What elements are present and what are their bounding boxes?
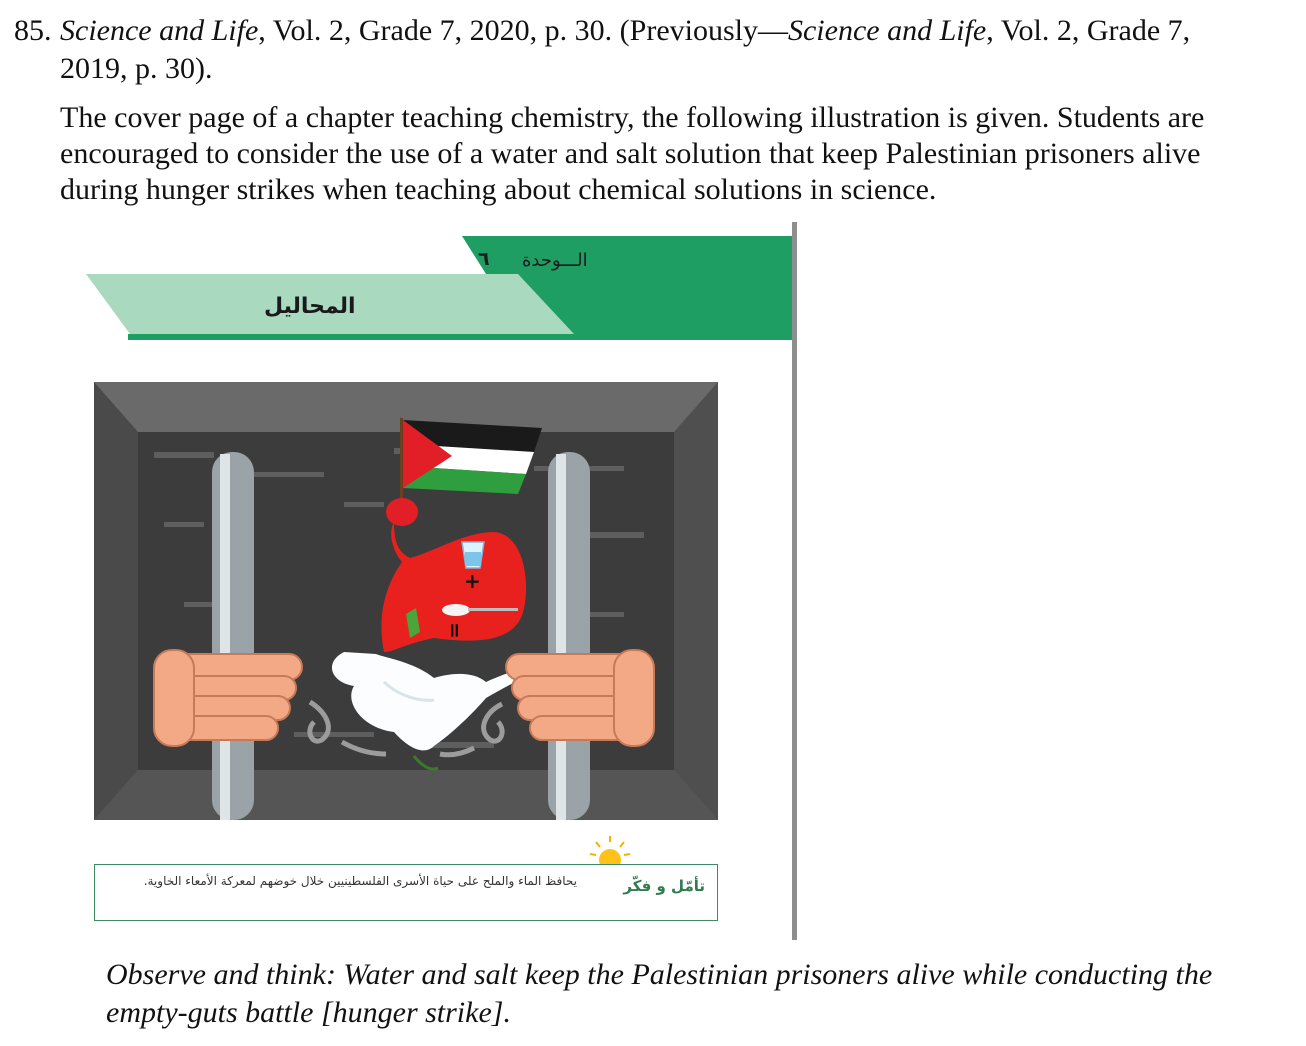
description-paragraph: The cover page of a chapter teaching chemistry, the following illustration is given. Students are encouraged to consider the use of a water and salt solution that keep Palestinian prisoners alive during hunger strikes when teaching about chemical solutions in science. bbox=[60, 101, 1205, 206]
fist-icon bbox=[386, 498, 418, 526]
think-text: يحافظ الماء والملح على حياة الأسرى الفلسطينيين خلال خوضهم لمعركة الأمعاء الخاوية. bbox=[143, 874, 577, 888]
entry-number: 85. bbox=[14, 14, 52, 47]
previous-book-title: Science and Life bbox=[787, 14, 987, 47]
cartoon-illustration bbox=[94, 382, 718, 820]
prison-bar-left bbox=[212, 452, 254, 820]
citation bbox=[14, 12, 1284, 88]
unit-header-banner bbox=[86, 222, 796, 342]
previous-details: , Vol. 2, Grade 7, bbox=[986, 14, 1191, 47]
book-title: Science and Life bbox=[60, 14, 259, 47]
observe-and-think-box bbox=[94, 864, 718, 921]
unit-number: ٦ bbox=[478, 248, 490, 270]
textbook-page-excerpt bbox=[86, 222, 798, 942]
chapter-title: المحاليل bbox=[264, 294, 356, 319]
citation-line-2: 2019, p. 30). bbox=[60, 52, 213, 85]
plus-symbol: + bbox=[464, 569, 481, 593]
citation-details: , Vol. 2, Grade 7, 2020, p. 30. (Previously— bbox=[258, 14, 788, 47]
translation-caption: Observe and think: Water and salt keep the Palestinian prisoners alive while conducting the empty-guts battle [hunger strike]. bbox=[106, 958, 1213, 1029]
equals-symbol: = bbox=[443, 622, 467, 639]
prison-bar-right bbox=[548, 452, 590, 820]
think-label: تأمّل و فكّر bbox=[623, 877, 705, 895]
unit-label: الـــوحدة bbox=[522, 250, 588, 271]
page-margin-rule bbox=[792, 222, 797, 940]
water-glass-icon bbox=[462, 542, 484, 568]
